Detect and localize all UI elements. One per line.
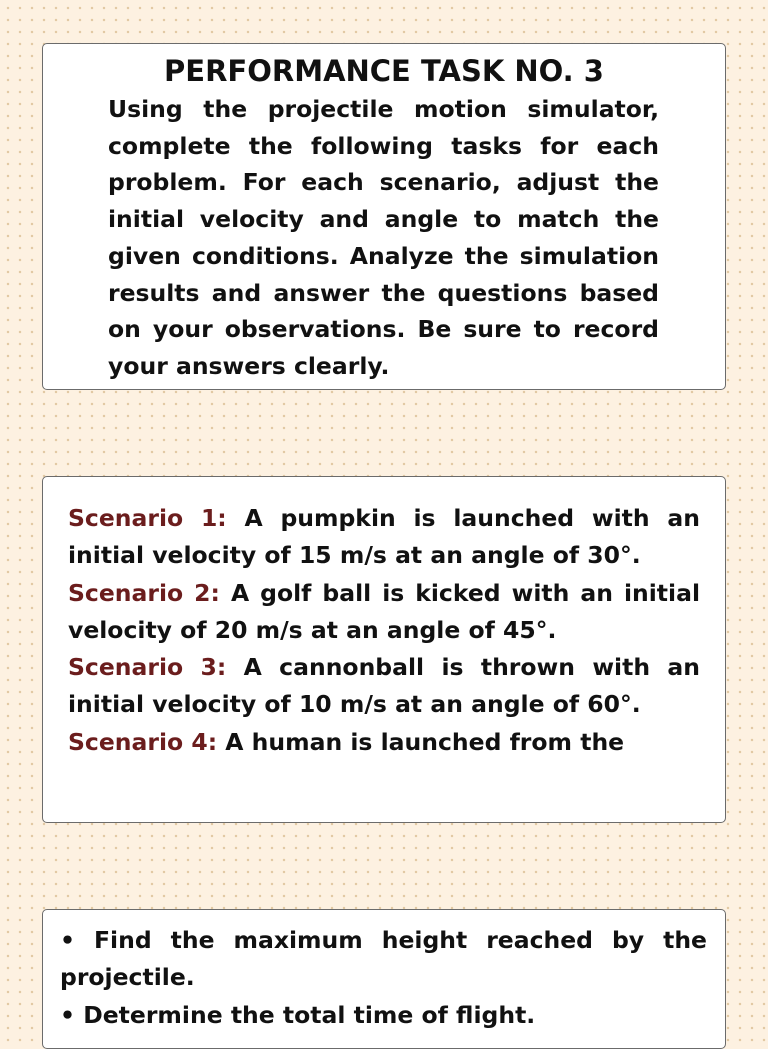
scenario-4: [68, 724, 700, 761]
scenario-2-label: Scenario 2:: [68, 578, 220, 607]
task-item-1-text: Find the maximum height reached by the projectile.: [60, 926, 707, 992]
scenario-2-text: A golf ball is kicked with an initial velocity of 20 m/s at an angle of 45°.: [68, 578, 701, 644]
scenario-3: [68, 649, 700, 724]
task-item-2-text: Determine the total time of flight.: [83, 1000, 536, 1029]
task-list: [60, 922, 707, 1034]
scenario-4-text: A human is launched from the: [225, 727, 625, 756]
task-item-1: [60, 922, 707, 997]
bullet-icon: •: [60, 1000, 76, 1029]
scenario-list: [68, 500, 700, 761]
scenario-1: [68, 500, 700, 575]
scenario-1-label: Scenario 1:: [68, 504, 227, 532]
bullet-icon: •: [60, 926, 76, 954]
page-title: PERFORMANCE TASK NO. 3: [164, 54, 604, 88]
scenario-3-label: Scenario 3:: [68, 653, 227, 682]
instructions-text: Using the projectile motion simulator, complete the following tasks for each problem. For each scenario, adjust the initial velocity and angle to match the given conditions. Analyze the simulation results and answer the questions based on your observations. Be sure to record your answers clearly.: [108, 95, 659, 380]
task-item-2: [60, 997, 707, 1034]
scenario-4-label: Scenario 4:: [68, 727, 218, 756]
scenario-1-text: A pumpkin is launched with an initial velocity of 15 m/s at an angle of 30°.: [68, 504, 700, 570]
scenario-3-text: A cannonball is thrown with an initial velocity of 10 m/s at an angle of 60°.: [68, 653, 700, 719]
scenario-2: [68, 575, 700, 650]
